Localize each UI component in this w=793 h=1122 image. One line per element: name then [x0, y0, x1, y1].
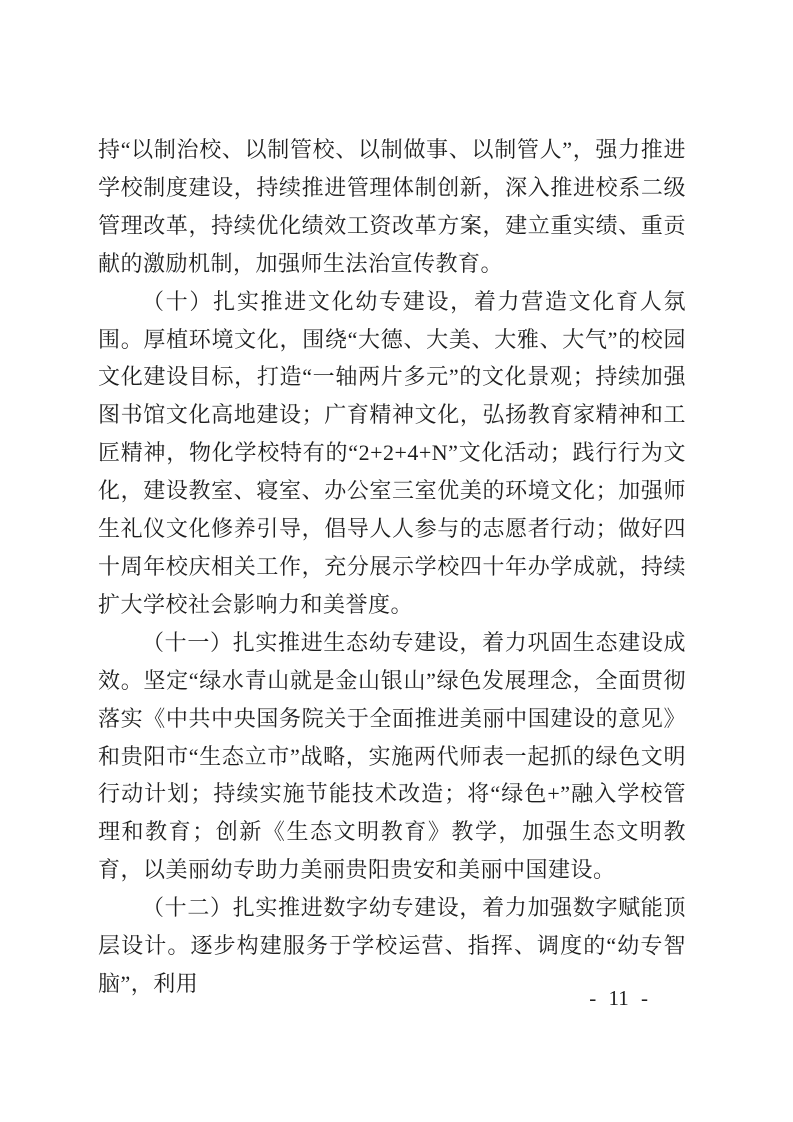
- paragraph-item-10: [98, 283, 686, 624]
- paragraph-heading: （十二）扎实推进数字幼专建设，着力加强数字赋能顶层设计。: [98, 895, 686, 959]
- paragraph-continuation: [98, 131, 686, 283]
- page-number: - 11 -: [589, 986, 648, 1010]
- paragraph-body: 逐步构建服务于学校运营、指挥、调度的“幼专智脑”，利用: [98, 933, 686, 996]
- paragraph-heading: （十）扎实推进文化幼专建设，着力营造文化育人氛围。: [98, 288, 686, 352]
- document-text-block: [98, 131, 686, 1003]
- paragraph-body: 持“以制治校、以制管校、以制做事、以制管人”，强力推进学校制度建设，持续推进管理体制创新，深入推进校系二级管理改革，持续优化绩效工资改革方案，建立重实绩、重贡献的激励机制，加强师生法治宣传教育。: [98, 137, 686, 276]
- paragraph-item-11: [98, 624, 686, 889]
- paragraph-heading: （十一）扎实推进生态幼专建设，着力巩固生态建设成效。: [98, 629, 686, 693]
- paragraph-body: 坚定“绿水青山就是金山银山”绿色发展理念，全面贯彻落实《中共中央国务院关于全面推进美丽中国建设的意见》和贵阳市“生态立市”战略，实施两代师表一起抓的绿色文明行动计划；持续实施节能技术改造；将“绿色+”融入学校管理和教育；创新《生态文明教育》教学，加强生态文明教育，以美丽幼专助力美丽贵阳贵安和美丽中国建设。: [98, 667, 686, 883]
- paragraph-body: 厚植环境文化，围绕“大德、大美、大雅、大气”的校园文化建设目标，打造“一轴两片多元”的文化景观；持续加强图书馆文化高地建设；广育精神文化，弘扬教育家精神和工匠精神，物化学校特有的“2+2+4+N”文化活动；践行行为文化，建设教室、寝室、办公室三室优美的环境文化；加强师生礼仪文化修养引导，倡导人人参与的志愿者行动；做好四十周年校庆相关工作，充分展示学校四十年办学成就，持续扩大学校社会影响力和美誉度。: [98, 326, 686, 617]
